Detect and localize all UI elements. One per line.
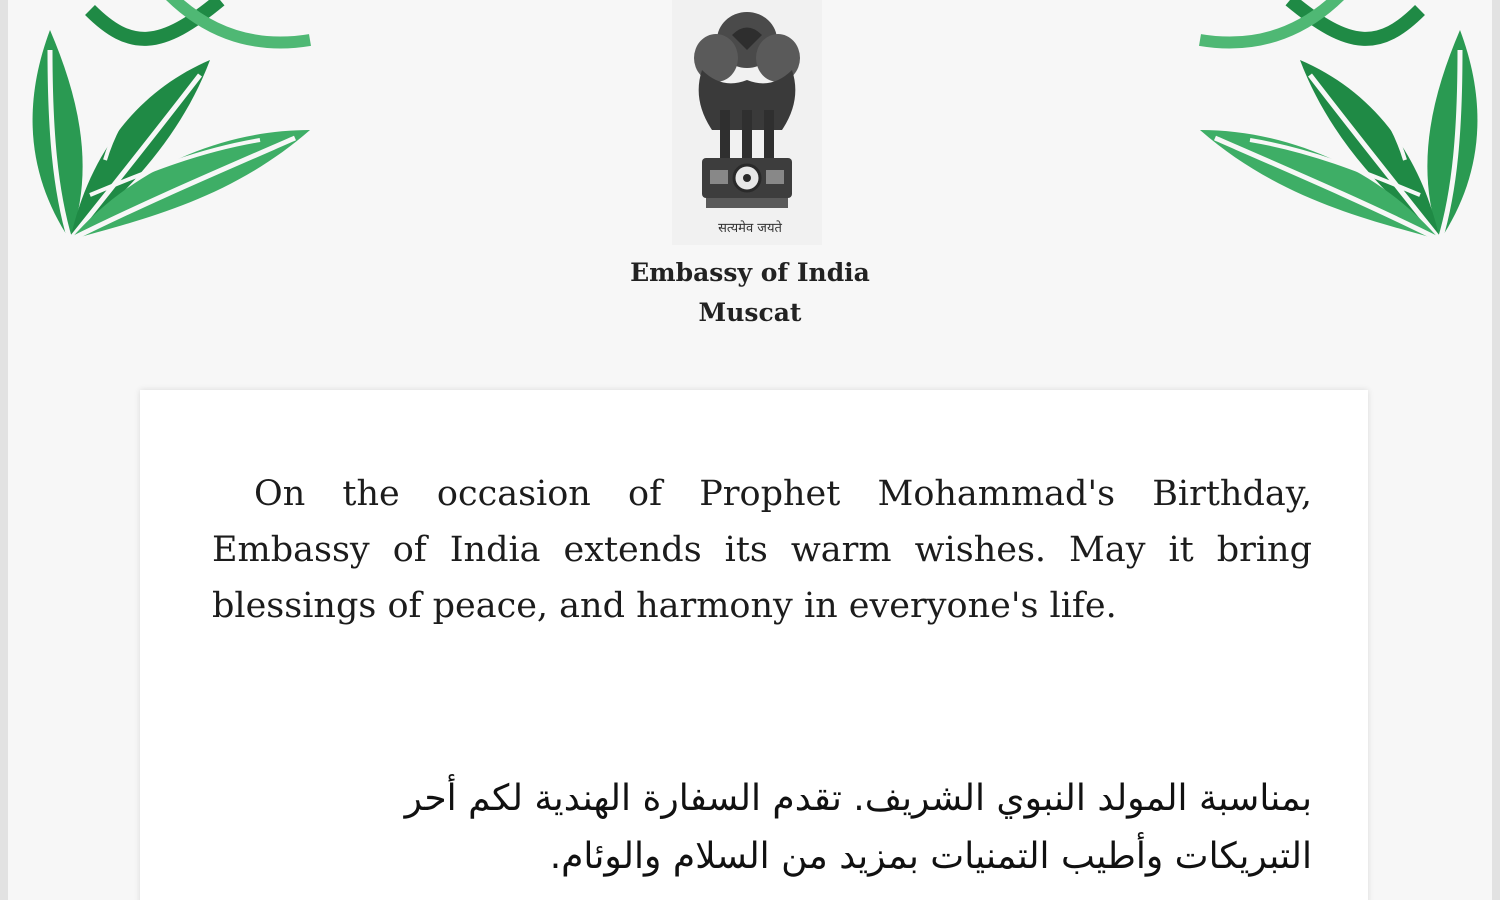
motto-text: सत्यमेव जयते (718, 221, 782, 236)
message-arabic-line-1: بمناسبة المولد النبوي الشريف. تقدم السفارة الهندية لكم أحر (404, 778, 1312, 819)
message-arabic-line-2: التبريكات وأطيب التمنيات بمزيد من السلام والوئام. (549, 836, 1312, 877)
organization-line-1: Embassy of India (630, 258, 870, 287)
floral-ornament-right-icon (1180, 0, 1500, 260)
left-border (0, 0, 8, 900)
floral-ornament-left-icon (10, 0, 330, 260)
message-card (140, 390, 1368, 900)
organization-line-2: Muscat (698, 298, 802, 327)
organization-name (560, 253, 940, 333)
national-emblem-icon (672, 0, 822, 245)
message-arabic (212, 770, 1312, 886)
message-english: On the occasion of Prophet Mohammad's Birthday, Embassy of India extends its warm wishes. May it bring blessings of peace, and harmony in everyone's life. (212, 474, 1312, 626)
